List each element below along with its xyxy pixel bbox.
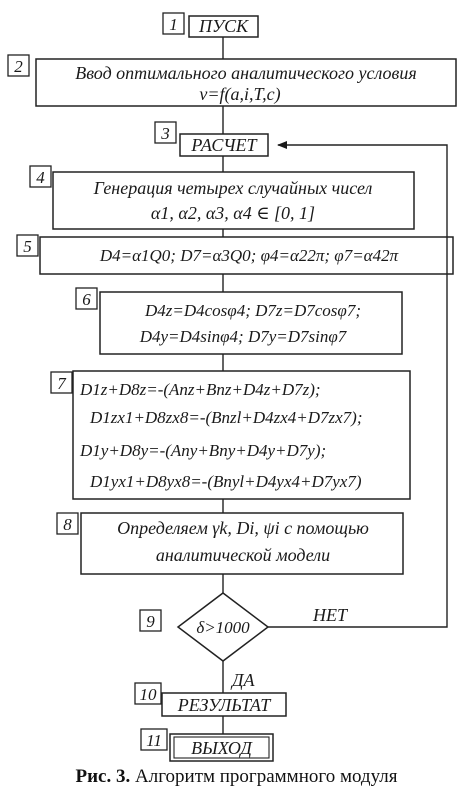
block-4-random	[30, 166, 414, 229]
block-6-text-line1: D4z=D4cosφ4; D7z=D7cosφ7;	[145, 301, 361, 320]
block-8-determine	[57, 513, 403, 574]
block-11-text: ВЫХОД	[191, 738, 252, 758]
block-7-text-line1: D1z+D8z=-(Anz+Bnz+D4z+D7z);	[80, 380, 321, 399]
block-7-text-line4: D1yx1+D8yx8=-(Bnyl+D4yx4+D7yx7)	[90, 472, 362, 491]
label-no: НЕТ	[313, 605, 348, 625]
block-2-text-line1: Ввод оптимального аналитического условия	[75, 63, 417, 83]
decision-condition: δ>1000	[196, 618, 250, 637]
block-1-text: ПУСК	[198, 16, 249, 36]
block-10-number: 10	[139, 685, 157, 704]
block-6-text-line2: D4y=D4sinφ4; D7y=D7sinφ7	[139, 327, 347, 346]
block-5-number: 5	[23, 237, 32, 256]
block-8-text-line1: Определяем γk, Di, ψi с помощью	[117, 518, 369, 538]
caption-label: Рис. 3.	[75, 766, 131, 787]
block-1-number: 1	[169, 15, 178, 34]
block-3-calc	[155, 122, 268, 156]
figure-caption	[0, 766, 473, 788]
block-8-text-line2: аналитической модели	[155, 545, 331, 565]
block-2-number: 2	[14, 57, 23, 76]
block-5-values	[17, 235, 453, 274]
block-2-text-line2: v=f(a,i,T,c)	[199, 84, 281, 104]
block-10-text: РЕЗУЛЬТАТ	[177, 695, 271, 715]
block-2-input	[8, 55, 456, 106]
block-5-text: D4=α1Q0; D7=α3Q0; φ4=α22π; φ7=α42π	[99, 246, 399, 265]
block-7-text-line3: D1y+D8y=-(Any+Bny+D4y+D7y);	[80, 441, 327, 460]
label-yes: ДА	[232, 670, 255, 690]
block-3-text: РАСЧЕТ	[191, 135, 257, 155]
block-6-number: 6	[82, 290, 91, 309]
block-3-number: 3	[161, 124, 170, 143]
caption-text: Алгоритм программного модуля	[130, 766, 398, 787]
block-4-text-line1: Генерация четырех случайных чисел	[93, 178, 373, 198]
block-9-number: 9	[146, 612, 155, 631]
block-9-decision	[140, 593, 268, 661]
block-7-equations	[51, 371, 410, 499]
block-1-start	[163, 13, 258, 37]
block-7-text-line2: D1zx1+D8zx8=-(Bnzl+D4zx4+D7zx7);	[90, 408, 363, 427]
block-7-number: 7	[57, 374, 66, 393]
block-11-exit	[141, 729, 273, 761]
block-10-result	[135, 683, 286, 716]
block-4-text-line2: α1, α2, α3, α4 ∈ [0, 1]	[150, 203, 316, 223]
block-6-projections	[76, 288, 402, 354]
block-11-number: 11	[146, 731, 162, 750]
block-4-number: 4	[36, 168, 45, 187]
block-8-number: 8	[63, 515, 72, 534]
